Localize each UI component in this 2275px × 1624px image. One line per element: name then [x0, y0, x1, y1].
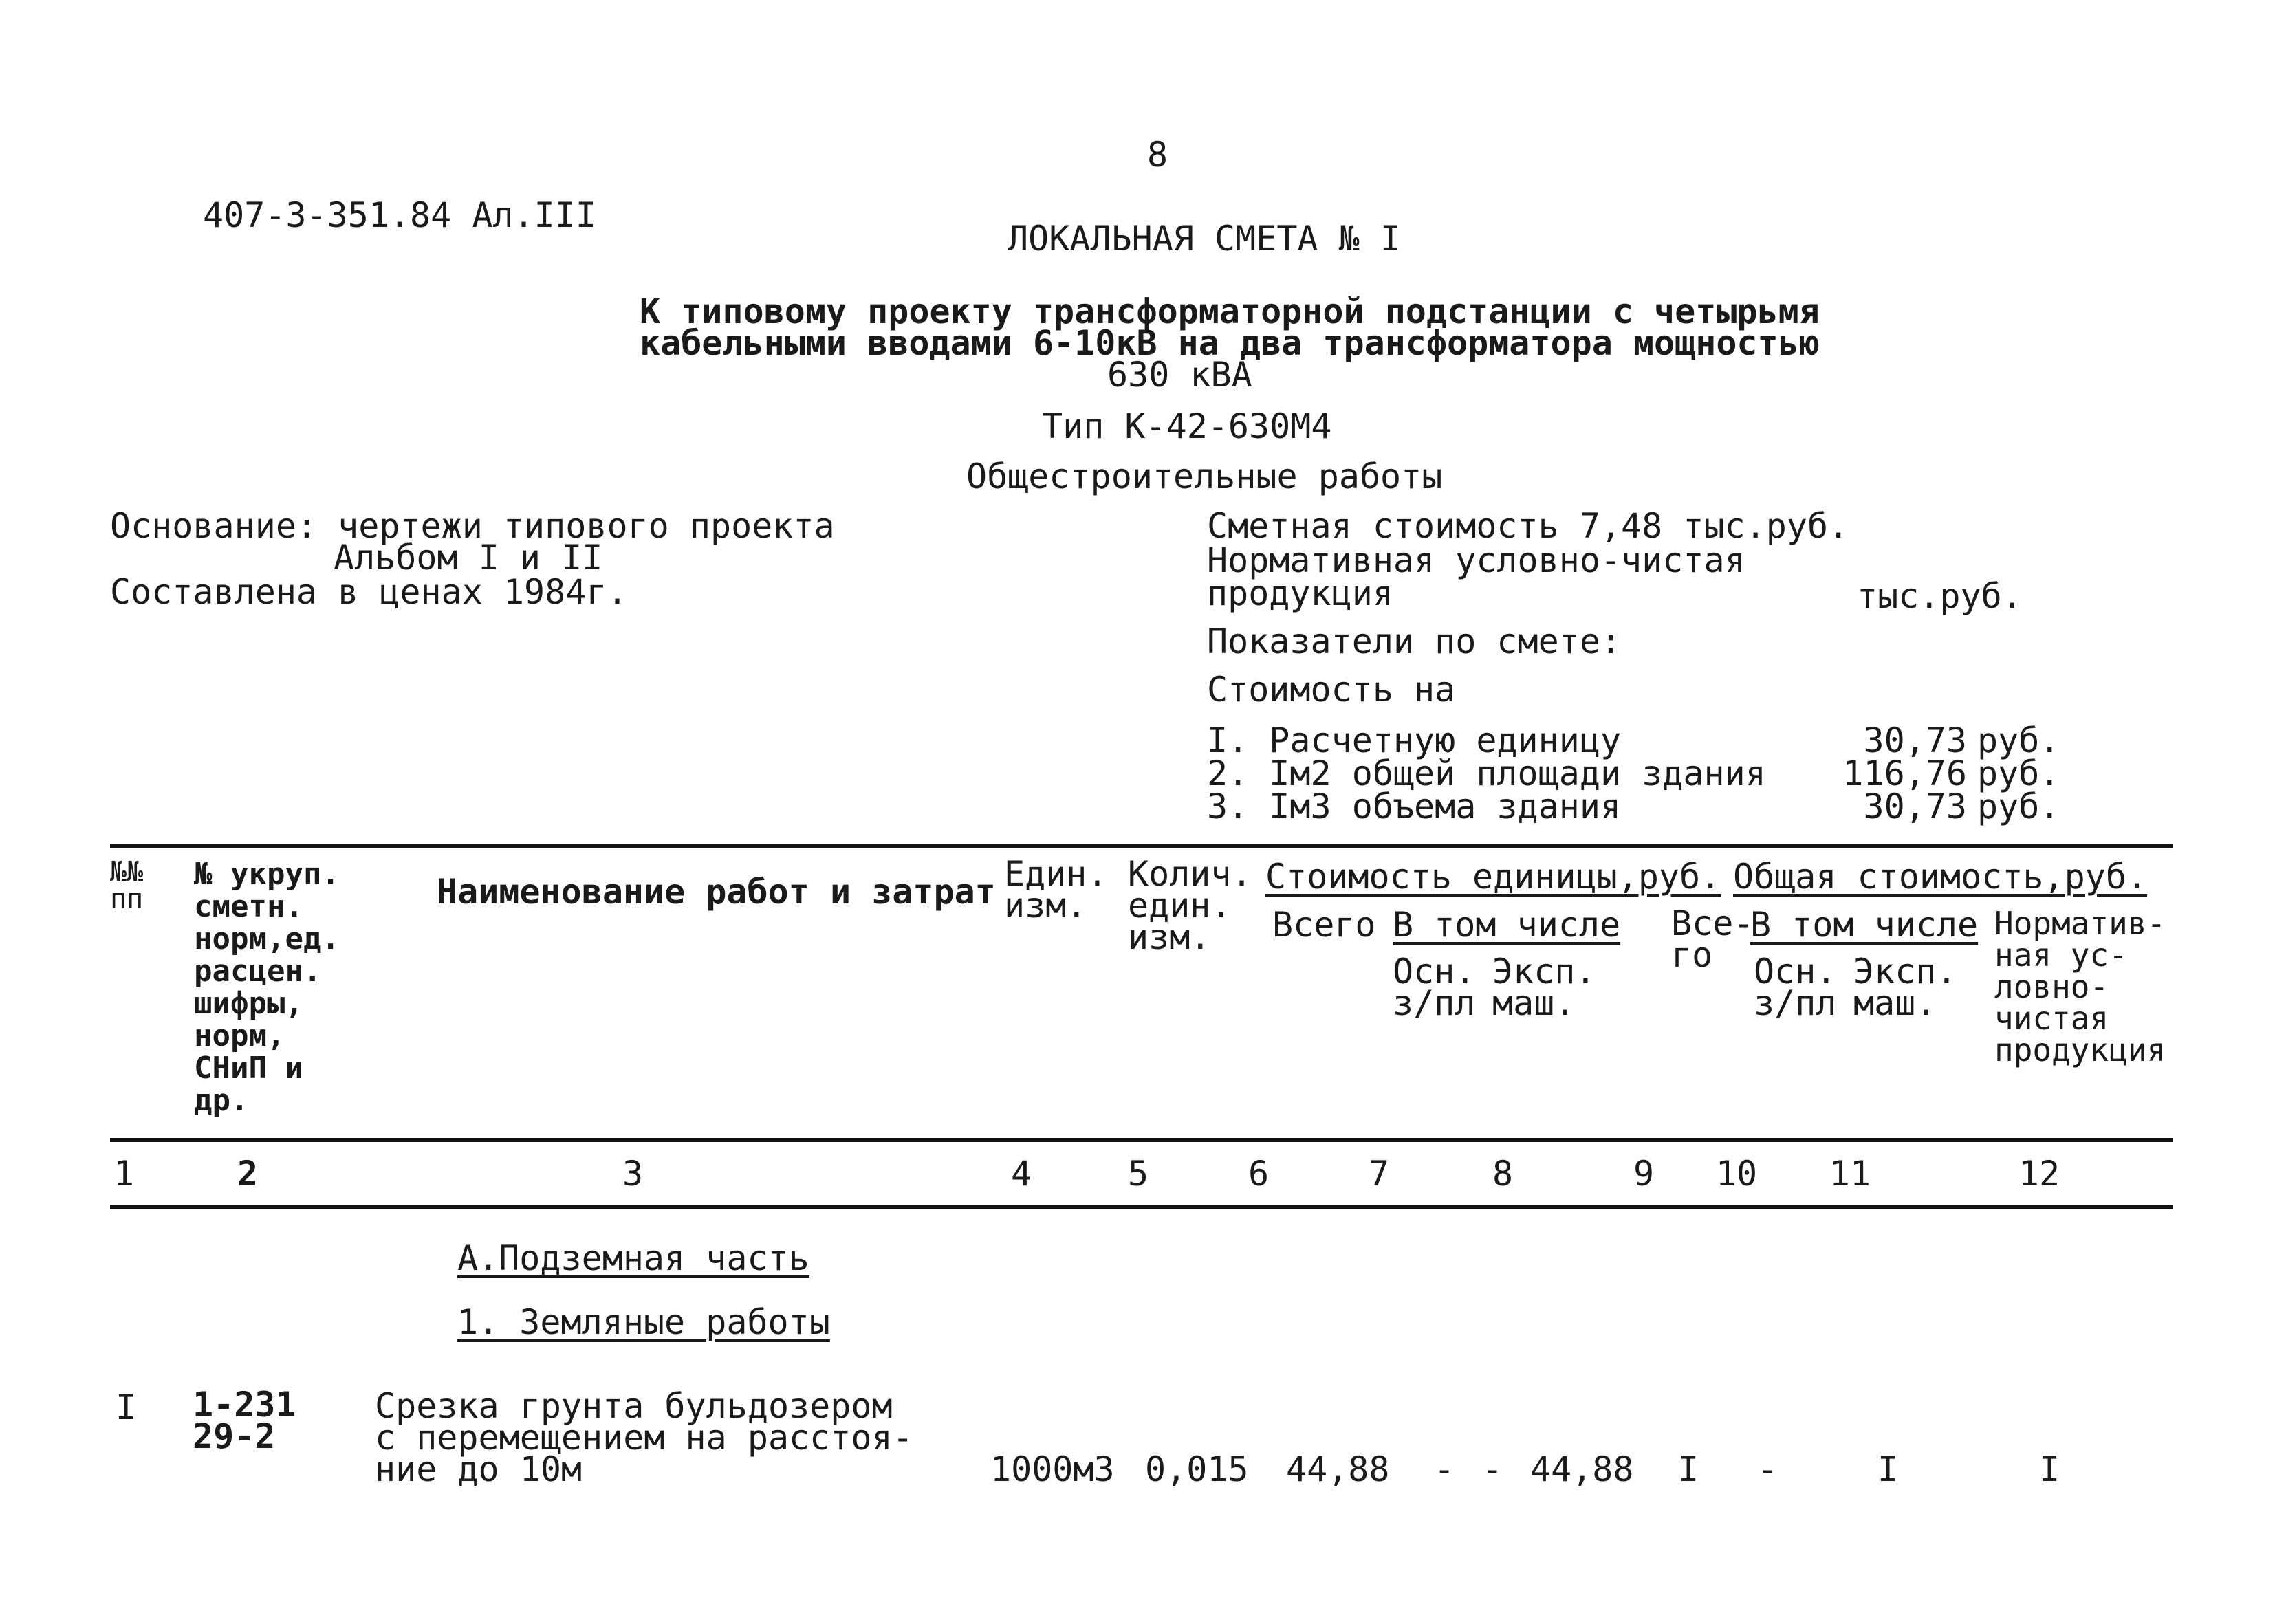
table-header-bottom-rule [110, 1138, 2173, 1142]
section-title: Общестроительные работы [966, 457, 1443, 496]
indicator-2-value: 116,76 [1842, 754, 1967, 793]
row-1-eksp-all: - [1757, 1449, 1778, 1489]
row-1-qty: 0,015 [1145, 1449, 1249, 1489]
cost-on-label: Стоимость на [1207, 670, 1456, 710]
column-number-2: 2 [237, 1154, 259, 1194]
column-numbers-bottom-rule [110, 1205, 2173, 1209]
indicators-title: Показатели по смете: [1207, 622, 1622, 661]
header-total: Всего [1272, 905, 1376, 945]
column-number-5: 5 [1127, 1154, 1149, 1194]
row-1-total-all: 44,88 [1530, 1449, 1634, 1489]
estimated-cost: Сметная стоимость 7,48 тыс.руб. [1207, 506, 1849, 546]
column-number-11: 11 [1829, 1154, 1871, 1194]
column-number-12: 12 [2018, 1154, 2060, 1194]
row-1-eksp: - [1482, 1449, 1503, 1489]
indicator-1-label: I. Расчетную единицу [1207, 721, 1622, 760]
header-col-unit: Един. изм. [1004, 854, 1108, 925]
header-col-code: № укруп. сметн. норм,ед. расцен. шифры, норм, СНиП и др. [194, 857, 340, 1118]
normative-line-1: Нормативная условно-чистая [1207, 540, 1745, 580]
row-1-name: Срезка грунта бульдозером с перемещением на расстоя- ние до 10м [375, 1386, 913, 1489]
indicator-2-unit: руб. [1977, 754, 2060, 793]
header-including: В том числе [1393, 905, 1621, 945]
normative-unit: тыс.руб. [1857, 576, 2023, 616]
normative-line-2: продукция [1207, 573, 1393, 613]
column-number-6: 6 [1248, 1154, 1270, 1194]
row-1-extra: I [1877, 1449, 1899, 1489]
indicator-3-unit: руб. [1977, 787, 2060, 826]
table-top-rule [110, 844, 2173, 848]
column-number-9: 9 [1633, 1154, 1655, 1194]
row-1-normative: I [2039, 1449, 2060, 1489]
header-total-cost-title: Общая стоимость,руб. [1733, 857, 2148, 897]
row-1-total: 44,88 [1286, 1449, 1390, 1489]
subsection-1-heading: 1. Земляные работы [457, 1302, 830, 1342]
page-number: 8 [1147, 135, 1168, 175]
section-a-heading: А.Подземная часть [457, 1238, 809, 1278]
subtitle-line-3: 630 кВА [1107, 355, 1252, 395]
indicator-3-value: 30,73 [1863, 787, 1967, 826]
header-col-name: Наименование работ и затрат [437, 872, 996, 912]
basis-line-3: Составлена в ценах 1984г. [110, 572, 628, 612]
header-osn-2: Осн. з/пл [1754, 952, 1837, 1023]
row-1-osn-all: I [1678, 1449, 1699, 1489]
subtitle-line-1: К типовому проекту трансформаторной подстанции с четырьмя [640, 292, 1820, 331]
column-number-10: 10 [1715, 1154, 1758, 1194]
subtitle-line-2: кабельными вводами 6-10кВ на два трансформатора мощностью [640, 323, 1820, 363]
header-col-row-number: №№ пп [110, 856, 144, 915]
header-normative: Норматив- ная ус- ловно- чистая продукция [1994, 905, 2166, 1068]
row-1-osn: - [1434, 1449, 1455, 1489]
indicator-3-label: 3. Iм3 объема здания [1207, 787, 1622, 826]
column-number-1: 1 [113, 1154, 135, 1194]
column-number-3: 3 [622, 1154, 644, 1194]
document-title: ЛОКАЛЬНАЯ СМЕТА № I [1008, 219, 1401, 259]
header-col-qty: Колич. един. изм. [1128, 854, 1252, 957]
column-number-8: 8 [1492, 1154, 1514, 1194]
document-code: 407-3-351.84 Ал.III [203, 195, 596, 235]
header-including-2: В том числе [1750, 905, 1979, 945]
basis-line-1: Основание: чертежи типового проекта [110, 506, 835, 546]
column-number-7: 7 [1368, 1154, 1390, 1194]
row-1-code: 1-231 29-2 [193, 1385, 296, 1456]
column-number-4: 4 [1010, 1154, 1032, 1194]
header-eksp-2: Эксп. маш. [1853, 952, 1957, 1023]
header-eksp: Эксп. маш. [1492, 952, 1596, 1023]
basis-line-2: Альбом I и II [334, 538, 603, 578]
indicator-1-value: 30,73 [1863, 721, 1967, 760]
type-line: Тип К-42-630М4 [1042, 406, 1332, 446]
header-osn: Осн. з/пл [1393, 952, 1476, 1023]
header-total-2: Все- го [1671, 903, 1754, 975]
indicator-1-unit: руб. [1977, 721, 2060, 760]
row-1-unit: 1000м3 [990, 1449, 1115, 1489]
header-unit-cost-title: Стоимость единицы,руб. [1265, 857, 1721, 897]
indicator-2-label: 2. Iм2 общей площади здания [1207, 754, 1766, 793]
row-1-number: I [116, 1387, 137, 1427]
